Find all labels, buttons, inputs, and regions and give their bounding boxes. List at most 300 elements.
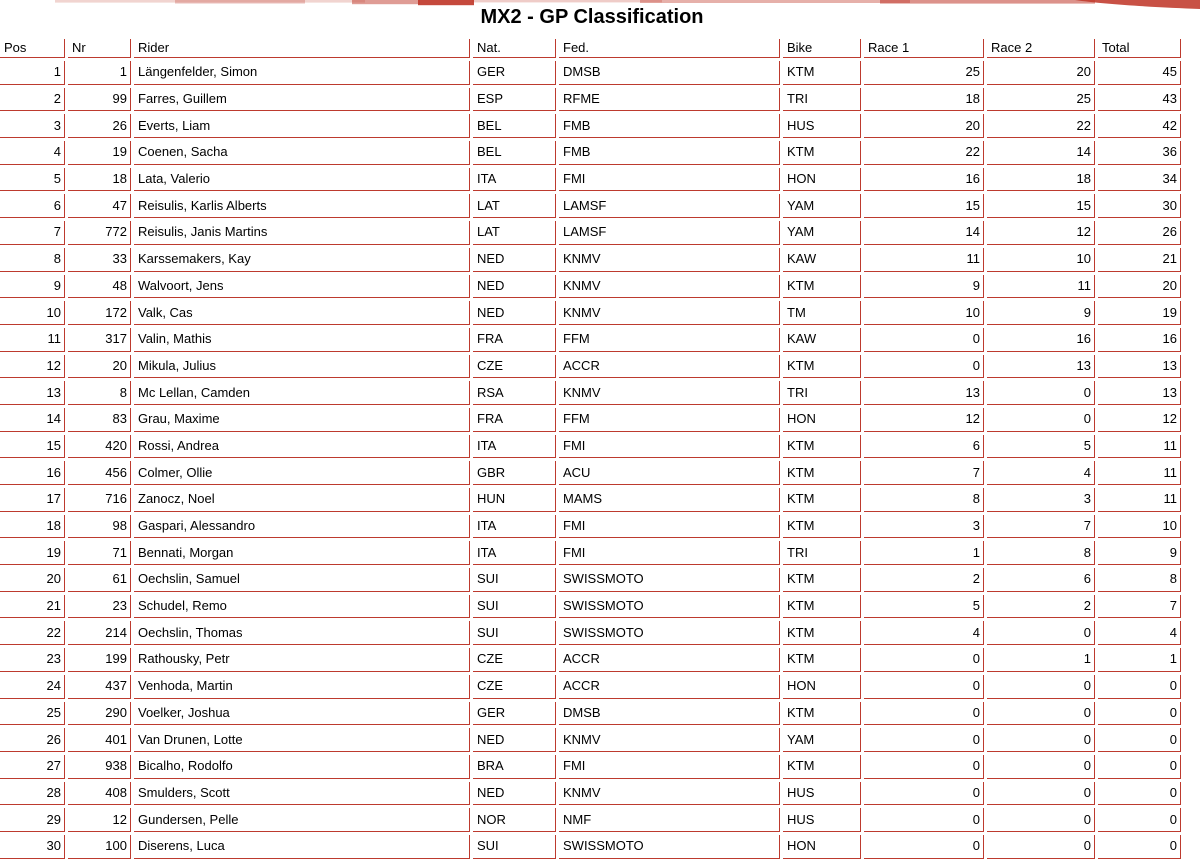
cell-fed: ACU xyxy=(559,461,780,485)
table-row xyxy=(0,114,1181,138)
header-row xyxy=(0,39,1181,58)
cell-rider: Venhoda, Martin xyxy=(134,675,470,699)
cell-bike: YAM xyxy=(783,221,861,245)
cell-total: 0 xyxy=(1098,835,1181,859)
cell-nat: CZE xyxy=(473,675,556,699)
table-row xyxy=(0,435,1181,459)
cell-bike: KTM xyxy=(783,755,861,779)
cell-rider: Van Drunen, Lotte xyxy=(134,728,470,752)
cell-rider: Lata, Valerio xyxy=(134,168,470,192)
cell-race1: 14 xyxy=(864,221,984,245)
cell-bike: HUS xyxy=(783,782,861,806)
cell-rider: Rossi, Andrea xyxy=(134,435,470,459)
cell-nr: 83 xyxy=(68,408,131,432)
table-row xyxy=(0,168,1181,192)
cell-nat: HUN xyxy=(473,488,556,512)
cell-total: 21 xyxy=(1098,248,1181,272)
cell-nr: 437 xyxy=(68,675,131,699)
cell-nat: NED xyxy=(473,275,556,299)
cell-race2: 0 xyxy=(987,782,1095,806)
cell-fed: KNMV xyxy=(559,248,780,272)
cell-nr: 47 xyxy=(68,194,131,218)
cell-nat: GER xyxy=(473,61,556,85)
cell-race2: 4 xyxy=(987,461,1095,485)
cell-race1: 22 xyxy=(864,141,984,165)
cell-pos: 22 xyxy=(0,621,65,645)
cell-rider: Valin, Mathis xyxy=(134,328,470,352)
cell-nr: 317 xyxy=(68,328,131,352)
cell-nr: 401 xyxy=(68,728,131,752)
cell-pos: 7 xyxy=(0,221,65,245)
cell-nr: 33 xyxy=(68,248,131,272)
cell-fed: LAMSF xyxy=(559,221,780,245)
cell-race1: 12 xyxy=(864,408,984,432)
cell-total: 4 xyxy=(1098,621,1181,645)
cell-fed: FMB xyxy=(559,141,780,165)
cell-nat: FRA xyxy=(473,328,556,352)
cell-rider: Bennati, Morgan xyxy=(134,541,470,565)
cell-race1: 1 xyxy=(864,541,984,565)
cell-nat: LAT xyxy=(473,221,556,245)
cell-race2: 1 xyxy=(987,648,1095,672)
cell-race2: 0 xyxy=(987,835,1095,859)
cell-pos: 26 xyxy=(0,728,65,752)
cell-rider: Karssemakers, Kay xyxy=(134,248,470,272)
col-header-bike: Bike xyxy=(783,39,861,58)
cell-bike: KTM xyxy=(783,461,861,485)
cell-nat: ITA xyxy=(473,435,556,459)
col-header-nr: Nr xyxy=(68,39,131,58)
cell-race2: 5 xyxy=(987,435,1095,459)
cell-rider: Schudel, Remo xyxy=(134,595,470,619)
cell-race1: 0 xyxy=(864,728,984,752)
cell-nat: FRA xyxy=(473,408,556,432)
table-row xyxy=(0,355,1181,379)
cell-nat: RSA xyxy=(473,381,556,405)
cell-rider: Mikula, Julius xyxy=(134,355,470,379)
cell-pos: 10 xyxy=(0,301,65,325)
cell-nr: 23 xyxy=(68,595,131,619)
cell-race2: 0 xyxy=(987,621,1095,645)
cell-pos: 23 xyxy=(0,648,65,672)
cell-nat: BEL xyxy=(473,114,556,138)
cell-bike: KTM xyxy=(783,595,861,619)
cell-rider: Längenfelder, Simon xyxy=(134,61,470,85)
table-row xyxy=(0,488,1181,512)
cell-bike: KTM xyxy=(783,515,861,539)
cell-race1: 0 xyxy=(864,648,984,672)
cell-race1: 0 xyxy=(864,328,984,352)
cell-race1: 0 xyxy=(864,355,984,379)
cell-nr: 18 xyxy=(68,168,131,192)
cell-fed: RFME xyxy=(559,88,780,112)
cell-race1: 5 xyxy=(864,595,984,619)
cell-pos: 27 xyxy=(0,755,65,779)
cell-total: 0 xyxy=(1098,755,1181,779)
cell-race2: 10 xyxy=(987,248,1095,272)
table-row xyxy=(0,568,1181,592)
cell-nr: 98 xyxy=(68,515,131,539)
cell-race2: 22 xyxy=(987,114,1095,138)
cell-pos: 1 xyxy=(0,61,65,85)
cell-total: 42 xyxy=(1098,114,1181,138)
table-row xyxy=(0,835,1181,859)
cell-nr: 420 xyxy=(68,435,131,459)
cell-bike: KTM xyxy=(783,648,861,672)
cell-race1: 11 xyxy=(864,248,984,272)
cell-fed: KNMV xyxy=(559,275,780,299)
table-row xyxy=(0,728,1181,752)
cell-rider: Coenen, Sacha xyxy=(134,141,470,165)
cell-bike: KTM xyxy=(783,275,861,299)
col-header-race1: Race 1 xyxy=(864,39,984,58)
col-header-nat: Nat. xyxy=(473,39,556,58)
table-row xyxy=(0,141,1181,165)
cell-fed: ACCR xyxy=(559,355,780,379)
cell-fed: ACCR xyxy=(559,675,780,699)
cell-fed: FMB xyxy=(559,114,780,138)
table-row xyxy=(0,541,1181,565)
cell-total: 0 xyxy=(1098,675,1181,699)
cell-bike: HON xyxy=(783,675,861,699)
cell-race2: 0 xyxy=(987,702,1095,726)
cell-bike: TRI xyxy=(783,88,861,112)
cell-rider: Oechslin, Samuel xyxy=(134,568,470,592)
cell-total: 19 xyxy=(1098,301,1181,325)
cell-rider: Reisulis, Janis Martins xyxy=(134,221,470,245)
cell-rider: Colmer, Ollie xyxy=(134,461,470,485)
cell-pos: 4 xyxy=(0,141,65,165)
table-row xyxy=(0,328,1181,352)
cell-race2: 0 xyxy=(987,755,1095,779)
cell-bike: TRI xyxy=(783,541,861,565)
cell-total: 16 xyxy=(1098,328,1181,352)
cell-pos: 21 xyxy=(0,595,65,619)
table-row xyxy=(0,702,1181,726)
cell-nat: NOR xyxy=(473,808,556,832)
cell-race2: 2 xyxy=(987,595,1095,619)
cell-rider: Zanocz, Noel xyxy=(134,488,470,512)
cell-race1: 8 xyxy=(864,488,984,512)
cell-fed: ACCR xyxy=(559,648,780,672)
cell-bike: KTM xyxy=(783,61,861,85)
table-row xyxy=(0,248,1181,272)
cell-pos: 5 xyxy=(0,168,65,192)
cell-bike: HUS xyxy=(783,114,861,138)
table-row xyxy=(0,275,1181,299)
cell-fed: KNMV xyxy=(559,728,780,752)
table-row xyxy=(0,782,1181,806)
cell-race1: 7 xyxy=(864,461,984,485)
cell-bike: KTM xyxy=(783,435,861,459)
cell-race1: 4 xyxy=(864,621,984,645)
cell-race1: 2 xyxy=(864,568,984,592)
cell-bike: HUS xyxy=(783,808,861,832)
cell-pos: 25 xyxy=(0,702,65,726)
cell-bike: TRI xyxy=(783,381,861,405)
cell-nr: 71 xyxy=(68,541,131,565)
cell-nat: GER xyxy=(473,702,556,726)
cell-rider: Valk, Cas xyxy=(134,301,470,325)
cell-race1: 25 xyxy=(864,61,984,85)
cell-bike: KTM xyxy=(783,488,861,512)
cell-fed: SWISSMOTO xyxy=(559,835,780,859)
cell-nat: SUI xyxy=(473,568,556,592)
cell-nat: SUI xyxy=(473,595,556,619)
cell-pos: 30 xyxy=(0,835,65,859)
cell-race2: 16 xyxy=(987,328,1095,352)
cell-race1: 0 xyxy=(864,675,984,699)
cell-race2: 0 xyxy=(987,408,1095,432)
cell-total: 0 xyxy=(1098,728,1181,752)
cell-nr: 172 xyxy=(68,301,131,325)
cell-nr: 1 xyxy=(68,61,131,85)
cell-total: 12 xyxy=(1098,408,1181,432)
cell-pos: 24 xyxy=(0,675,65,699)
cell-fed: FMI xyxy=(559,755,780,779)
cell-pos: 20 xyxy=(0,568,65,592)
cell-nat: LAT xyxy=(473,194,556,218)
cell-total: 43 xyxy=(1098,88,1181,112)
cell-nr: 772 xyxy=(68,221,131,245)
cell-bike: TM xyxy=(783,301,861,325)
cell-rider: Farres, Guillem xyxy=(134,88,470,112)
cell-race1: 0 xyxy=(864,835,984,859)
table-row xyxy=(0,595,1181,619)
cell-nat: ITA xyxy=(473,515,556,539)
cell-nr: 408 xyxy=(68,782,131,806)
classification-table-container xyxy=(0,36,1184,862)
cell-pos: 8 xyxy=(0,248,65,272)
cell-nr: 48 xyxy=(68,275,131,299)
table-row xyxy=(0,194,1181,218)
cell-nat: CZE xyxy=(473,648,556,672)
cell-fed: NMF xyxy=(559,808,780,832)
cell-nat: SUI xyxy=(473,621,556,645)
cell-race2: 9 xyxy=(987,301,1095,325)
cell-fed: FFM xyxy=(559,328,780,352)
cell-nat: ESP xyxy=(473,88,556,112)
cell-race2: 3 xyxy=(987,488,1095,512)
cell-total: 1 xyxy=(1098,648,1181,672)
cell-fed: FMI xyxy=(559,435,780,459)
cell-rider: Grau, Maxime xyxy=(134,408,470,432)
cell-rider: Oechslin, Thomas xyxy=(134,621,470,645)
cell-fed: LAMSF xyxy=(559,194,780,218)
cell-total: 30 xyxy=(1098,194,1181,218)
cell-nat: NED xyxy=(473,782,556,806)
cell-race2: 15 xyxy=(987,194,1095,218)
cell-total: 13 xyxy=(1098,381,1181,405)
col-header-rider: Rider xyxy=(134,39,470,58)
cell-pos: 18 xyxy=(0,515,65,539)
cell-pos: 2 xyxy=(0,88,65,112)
cell-bike: KTM xyxy=(783,702,861,726)
cell-race1: 9 xyxy=(864,275,984,299)
cell-bike: HON xyxy=(783,835,861,859)
cell-fed: KNMV xyxy=(559,301,780,325)
cell-race2: 7 xyxy=(987,515,1095,539)
cell-fed: FMI xyxy=(559,541,780,565)
cell-race1: 18 xyxy=(864,88,984,112)
cell-fed: FMI xyxy=(559,515,780,539)
cell-race2: 20 xyxy=(987,61,1095,85)
cell-pos: 6 xyxy=(0,194,65,218)
cell-rider: Walvoort, Jens xyxy=(134,275,470,299)
cell-pos: 11 xyxy=(0,328,65,352)
cell-rider: Smulders, Scott xyxy=(134,782,470,806)
classification-table xyxy=(0,36,1184,862)
cell-race1: 16 xyxy=(864,168,984,192)
col-header-race2: Race 2 xyxy=(987,39,1095,58)
table-row xyxy=(0,515,1181,539)
cell-nr: 26 xyxy=(68,114,131,138)
cell-rider: Gundersen, Pelle xyxy=(134,808,470,832)
table-row xyxy=(0,408,1181,432)
cell-nr: 214 xyxy=(68,621,131,645)
cell-race2: 0 xyxy=(987,728,1095,752)
cell-total: 11 xyxy=(1098,488,1181,512)
cell-rider: Reisulis, Karlis Alberts xyxy=(134,194,470,218)
cell-fed: DMSB xyxy=(559,702,780,726)
cell-rider: Voelker, Joshua xyxy=(134,702,470,726)
cell-total: 26 xyxy=(1098,221,1181,245)
cell-total: 9 xyxy=(1098,541,1181,565)
cell-total: 0 xyxy=(1098,702,1181,726)
cell-nr: 19 xyxy=(68,141,131,165)
cell-nr: 8 xyxy=(68,381,131,405)
table-row xyxy=(0,461,1181,485)
cell-total: 10 xyxy=(1098,515,1181,539)
cell-race2: 11 xyxy=(987,275,1095,299)
col-header-fed: Fed. xyxy=(559,39,780,58)
cell-fed: SWISSMOTO xyxy=(559,595,780,619)
cell-race1: 0 xyxy=(864,755,984,779)
cell-nat: SUI xyxy=(473,835,556,859)
cell-race1: 0 xyxy=(864,702,984,726)
cell-nr: 290 xyxy=(68,702,131,726)
table-row xyxy=(0,301,1181,325)
cell-pos: 15 xyxy=(0,435,65,459)
cell-pos: 17 xyxy=(0,488,65,512)
table-row xyxy=(0,675,1181,699)
cell-bike: YAM xyxy=(783,728,861,752)
cell-bike: HON xyxy=(783,408,861,432)
cell-nat: NED xyxy=(473,248,556,272)
cell-nr: 61 xyxy=(68,568,131,592)
cell-nat: ITA xyxy=(473,541,556,565)
cell-race2: 18 xyxy=(987,168,1095,192)
cell-race2: 8 xyxy=(987,541,1095,565)
cell-total: 8 xyxy=(1098,568,1181,592)
cell-pos: 16 xyxy=(0,461,65,485)
cell-race2: 12 xyxy=(987,221,1095,245)
cell-fed: MAMS xyxy=(559,488,780,512)
cell-fed: FFM xyxy=(559,408,780,432)
cell-fed: SWISSMOTO xyxy=(559,568,780,592)
cell-bike: KTM xyxy=(783,355,861,379)
cell-nat: NED xyxy=(473,728,556,752)
cell-race1: 15 xyxy=(864,194,984,218)
table-row xyxy=(0,221,1181,245)
cell-rider: Diserens, Luca xyxy=(134,835,470,859)
cell-race2: 0 xyxy=(987,675,1095,699)
cell-total: 20 xyxy=(1098,275,1181,299)
cell-nr: 716 xyxy=(68,488,131,512)
cell-pos: 3 xyxy=(0,114,65,138)
cell-nat: GBR xyxy=(473,461,556,485)
cell-pos: 14 xyxy=(0,408,65,432)
cell-total: 13 xyxy=(1098,355,1181,379)
cell-race1: 20 xyxy=(864,114,984,138)
cell-pos: 19 xyxy=(0,541,65,565)
cell-race2: 0 xyxy=(987,381,1095,405)
cell-bike: KAW xyxy=(783,328,861,352)
table-row xyxy=(0,61,1181,85)
cell-bike: KAW xyxy=(783,248,861,272)
cell-nr: 199 xyxy=(68,648,131,672)
cell-total: 0 xyxy=(1098,808,1181,832)
cell-total: 0 xyxy=(1098,782,1181,806)
cell-fed: SWISSMOTO xyxy=(559,621,780,645)
cell-pos: 28 xyxy=(0,782,65,806)
cell-bike: KTM xyxy=(783,621,861,645)
cell-total: 7 xyxy=(1098,595,1181,619)
cell-pos: 29 xyxy=(0,808,65,832)
table-row xyxy=(0,808,1181,832)
cell-bike: KTM xyxy=(783,568,861,592)
cell-fed: DMSB xyxy=(559,61,780,85)
col-header-total: Total xyxy=(1098,39,1181,58)
table-row xyxy=(0,621,1181,645)
cell-nr: 20 xyxy=(68,355,131,379)
cell-rider: Bicalho, Rodolfo xyxy=(134,755,470,779)
cell-nat: BEL xyxy=(473,141,556,165)
cell-rider: Rathousky, Petr xyxy=(134,648,470,672)
cell-bike: YAM xyxy=(783,194,861,218)
cell-total: 45 xyxy=(1098,61,1181,85)
cell-rider: Gaspari, Alessandro xyxy=(134,515,470,539)
cell-race1: 3 xyxy=(864,515,984,539)
cell-race2: 6 xyxy=(987,568,1095,592)
cell-fed: FMI xyxy=(559,168,780,192)
cell-pos: 9 xyxy=(0,275,65,299)
col-header-pos: Pos xyxy=(0,39,65,58)
page-title: MX2 - GP Classification xyxy=(480,6,704,28)
cell-rider: Everts, Liam xyxy=(134,114,470,138)
cell-pos: 12 xyxy=(0,355,65,379)
cell-bike: HON xyxy=(783,168,861,192)
cell-race2: 0 xyxy=(987,808,1095,832)
cell-nat: NED xyxy=(473,301,556,325)
cell-race2: 25 xyxy=(987,88,1095,112)
table-row xyxy=(0,755,1181,779)
cell-fed: KNMV xyxy=(559,381,780,405)
cell-total: 11 xyxy=(1098,435,1181,459)
cell-nr: 12 xyxy=(68,808,131,832)
cell-race2: 13 xyxy=(987,355,1095,379)
table-row xyxy=(0,381,1181,405)
cell-rider: Mc Lellan, Camden xyxy=(134,381,470,405)
cell-total: 34 xyxy=(1098,168,1181,192)
cell-race1: 13 xyxy=(864,381,984,405)
table-row xyxy=(0,648,1181,672)
cell-nat: BRA xyxy=(473,755,556,779)
cell-bike: KTM xyxy=(783,141,861,165)
cell-race1: 0 xyxy=(864,782,984,806)
table-row xyxy=(0,88,1181,112)
cell-race1: 0 xyxy=(864,808,984,832)
